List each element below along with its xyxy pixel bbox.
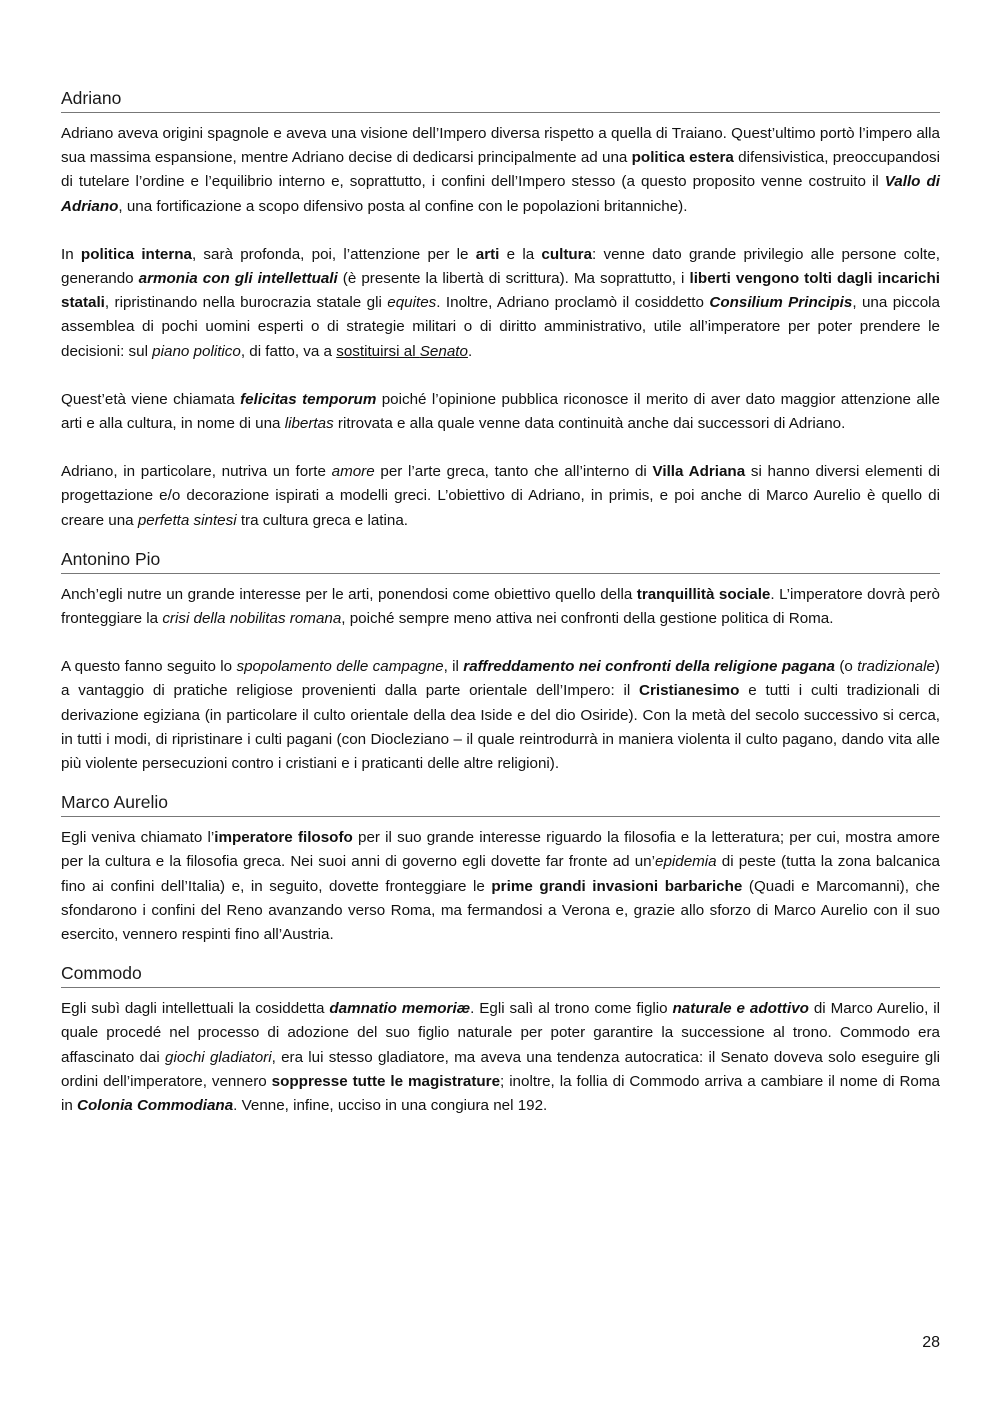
text-run: Egli veniva chiamato l’ (61, 829, 215, 847)
text-run: difensivistica, preoccupandosi di tutelare l’ordine e l’equilibrio interno e, soprattutto, i confini dell’Impero stesso (a questo proposito venne costruito il (61, 149, 940, 191)
bold-text: naturale e adottivo (672, 1000, 809, 1018)
text-run: . Inoltre, Adriano proclamò il cosiddetto (436, 294, 710, 312)
section-heading: Adriano (61, 84, 940, 113)
text-run: e tutti i culti tradizionali di derivazione egiziana (in particolare il culto orientale della dea Iside e del dio Osiride). Con la metà del secolo successivo si cerca, in tutti i modi, di ripristinare i culti pagani (con Diocleziano – il quale reintrodurrà in maniera violenta il culto pagano, dando vita alle più violente persecuzioni contro i cristiani e i praticanti delle altre religioni). (61, 682, 940, 773)
text-run: A questo fanno seguito lo (61, 658, 237, 676)
section-gap (61, 947, 940, 959)
section-commodo (61, 959, 940, 1118)
text-run: : venne dato grande privilegio alle persone colte, generando (61, 245, 940, 288)
paragraph (61, 122, 940, 219)
bold-text: Colonia Commodiana (77, 1097, 234, 1115)
text-run: , sarà profonda, poi, l’attenzione per le (191, 245, 476, 263)
bold-text: soppresse tutte le magistrature (271, 1072, 501, 1090)
paragraph-gap (61, 219, 940, 243)
paragraph-gap (61, 364, 940, 388)
text-run: , una piccola assemblea di pochi uomini esperti o di strategie militari o di diritto amministrativo, utile all’imperatore per poter prendere le decisioni: sul (61, 294, 940, 360)
bold-text: tranquillità sociale (636, 585, 771, 603)
bold-text: felicitas temporum (240, 390, 377, 408)
paragraph (61, 243, 940, 364)
bold-text: Vallo di Adriano (61, 173, 940, 215)
page-content (61, 84, 940, 1118)
text-run: Quest’età viene chiamata (61, 390, 241, 408)
bold-text: raffreddamento nei confronti della religione pagana (463, 658, 836, 676)
text-run: poiché l’opinione pubblica riconosce il merito di aver dato maggior attenzione alle arti e alla cultura, in nome di una (61, 390, 940, 433)
text-run: Adriano, in particolare, nutriva un forte (61, 463, 332, 481)
bold-text: liberti vengono tolti dagli incarichi statali (61, 270, 940, 312)
text-run: (è presente la libertà di scrittura). Ma soprattutto, i (337, 270, 690, 288)
page-number: 28 (922, 1334, 940, 1351)
text-run: Adriano aveva origini spagnole e aveva una visione dell’Impero diversa rispetto a quella di Traiano. Quest’ultimo portò l’impero alla sua massima espansione, mentre Adriano decise di dedicarsi principalmente ad una (61, 125, 940, 167)
italic-text: libertas (284, 415, 334, 433)
bold-text: politica estera (631, 149, 734, 167)
text-run: In (61, 245, 81, 263)
bold-text: armonia con gli intellettuali (138, 270, 338, 288)
text-run: e la (499, 245, 542, 263)
bold-text: Villa Adriana (652, 463, 746, 481)
text-run: Anch’egli nutre un grande interesse per le arti, ponendosi come obiettivo quello della (61, 585, 637, 603)
bold-text: arti (475, 245, 500, 263)
bold-text: prime grandi invasioni barbariche (491, 877, 743, 895)
italic-text: giochi gladiatori (165, 1048, 272, 1066)
section-antonino-pio (61, 545, 940, 776)
paragraph-gap (61, 631, 940, 655)
section-gap (61, 533, 940, 545)
bold-text: imperatore filosofo (214, 829, 353, 847)
bold-text: damnatio memoriæ (329, 1000, 471, 1018)
text-run: (o (835, 658, 858, 676)
paragraph (61, 460, 940, 533)
text-run: per l’arte greca, tanto che all’interno di (374, 463, 653, 481)
italic-text: spopolamento delle campagne (236, 658, 444, 676)
text-run: Egli subì dagli intellettuali la cosiddetta (61, 1000, 330, 1018)
italic-text: tradizionale (857, 658, 935, 676)
text-run: per il suo grande interesse riguardo la filosofia e la letteratura; per cui, mostra amore per la cultura e la filosofia greca. Nei suoi anni di governo egli dovette far fronte ad un’ (61, 829, 940, 871)
section-heading: Antonino Pio (61, 545, 940, 574)
text-run: tra cultura greca e latina. (236, 511, 408, 529)
text-run: di Marco Aurelio, il quale procedé nel processo di adozione del suo figlio naturale per poter garantire la successione al trono. Commodo era affascinato dai (61, 1000, 940, 1066)
paragraph (61, 655, 940, 776)
text-run: ) a vantaggio di pratiche religiose provenienti dalla parte orientale dell’Impero: il (61, 658, 940, 700)
italic-text: crisi della nobilitas romana (162, 610, 342, 628)
section-marco-aurelio (61, 788, 940, 947)
bold-text: politica interna (80, 245, 192, 263)
italic-text: piano politico (152, 342, 241, 360)
text-run: (Quadi e Marcomanni), che sfondarono i confini del Reno avanzando verso Roma, ma fermandosi a Verona e, grazie allo sforzo di Marco Aurelio con il suo esercito, vennero respinti fino all’Austria. (61, 877, 940, 944)
text-run: . Egli salì al trono come figlio (470, 1000, 673, 1018)
section-gap (61, 776, 940, 788)
section-heading: Commodo (61, 959, 940, 988)
text-run: , di fatto, va a (240, 342, 337, 360)
italic-text: equites (387, 294, 437, 312)
text-run: , il (443, 658, 464, 676)
text-run: , una fortificazione a scopo difensivo posta al confine con le popolazioni britanniche). (118, 197, 688, 215)
text-run: ; inoltre, la follia di Commodo arriva a cambiare il nome di Roma in (61, 1072, 940, 1115)
italic-text: perfetta sintesi (137, 511, 237, 529)
text-run: , era lui stesso gladiatore, ma aveva una tendenza autocratica: il Senato doveva solo eseguire gli ordini dell’imperatore, vennero (61, 1048, 940, 1090)
text-run: . L’imperatore dovrà però fronteggiare la (61, 585, 940, 628)
bold-text: cultura (541, 245, 593, 263)
italic-text: Senato (419, 342, 468, 360)
bold-text: Consilium Principis (709, 294, 853, 312)
text-run: si hanno diversi elementi di progettazione e/o decorazione ispirati a modelli greci. L’obiettivo di Adriano, in primis, e poi anche di Marco Aurelio è quello di creare una (61, 463, 940, 529)
paragraph (61, 826, 940, 947)
text-run: sostituirsi al (336, 342, 420, 360)
text-run: ritrovata e alla quale venne data continuità anche dai successori di Adriano. (333, 415, 846, 433)
paragraph (61, 997, 940, 1118)
text-run: . (467, 342, 473, 360)
text-run: , ripristinando nella burocrazia statale gli (104, 294, 388, 312)
paragraph (61, 388, 940, 436)
paragraph-gap (61, 436, 940, 460)
text-run: , poiché sempre meno attiva nei confronti della gestione politica di Roma. (341, 610, 834, 628)
text-run: . Venne, infine, ucciso in una congiura nel 192. (233, 1097, 548, 1115)
bold-text: Cristianesimo (639, 682, 740, 700)
section-adriano (61, 84, 940, 533)
italic-text: epidemia (655, 853, 717, 871)
paragraph (61, 583, 940, 631)
section-heading: Marco Aurelio (61, 788, 940, 817)
text-run: di peste (tutta la zona balcanica fino ai confini dell’Italia) e, in seguito, dovette fronteggiare le (61, 853, 940, 895)
italic-text: amore (331, 463, 375, 481)
